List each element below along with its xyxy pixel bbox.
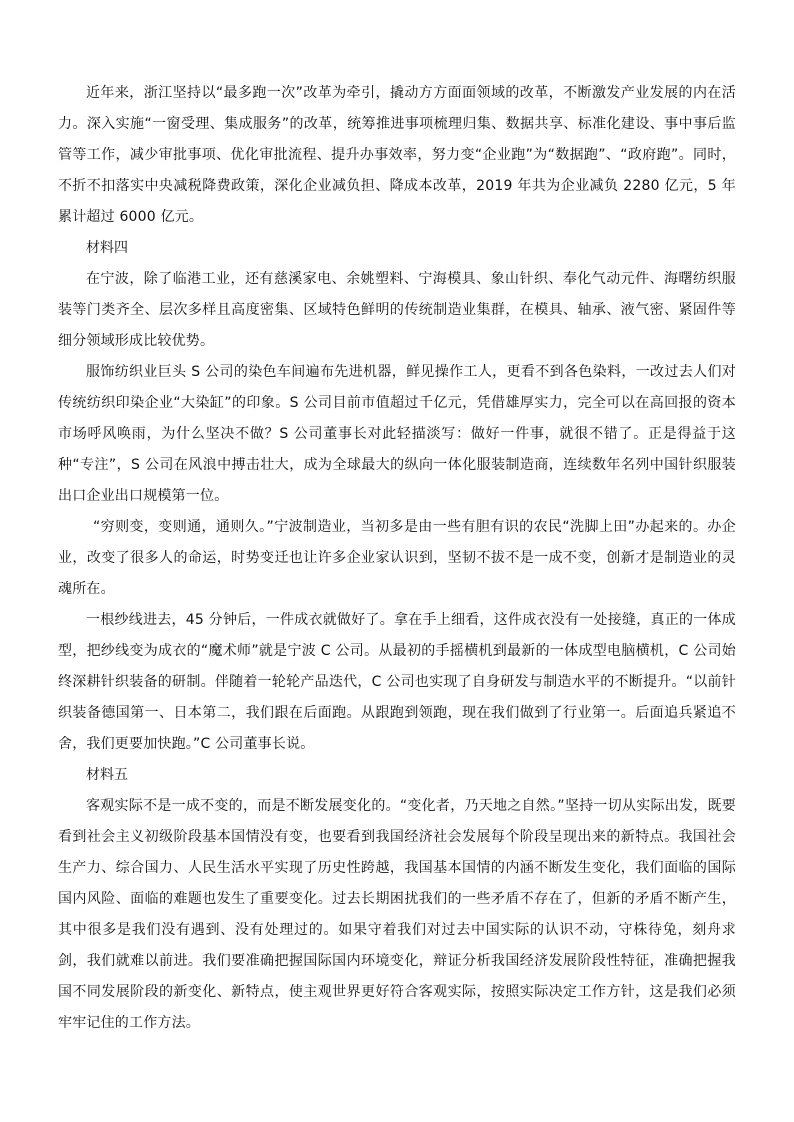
paragraph-c-company: 一根纱线进去，45 分钟后，一件成衣就做好了。拿在手上细看，这件成衣没有一处接缝，真正的一体成型，把纱线变为成衣的“魔术师”就是宁波 C 公司。从最初的手摇横机到最新的一体成型电脑横机，C 公司始终深耕针织装备的研制。伴随着一轮轮产品迭代，C 公司也实现了自身研发与制造水平的不断提升。“以前针织装备德国第一、日本第二，我们跟在后面跑。从跟跑到领跑，现在我们做到了行业第一。后面追兵紧追不舍，我们更要加快跑。”C 公司董事长说。 xyxy=(58,612,736,752)
paragraph-objective-reality: 客观实际不是一成不变的，而是不断发展变化的。“变化者，乃天地之自然。”坚持一切从实际出发，既要看到社会主义初级阶段基本国情没有变，也要看到我国经济社会发展每个阶段呈现出来的新特点。我国社会生产力、综合国力、人民生活水平实现了历史性跨越，我国基本国情的内涵不断发生变化，我们面临的国际国内风险、面临的难题也发生了重要变化。过去长期困扰我们的一些矛盾不存在了，但新的矛盾不断产生，其中很多是我们没有遇到、没有处理过的。如果守着我们对过去中国实际的认识不动，守株待兔，刻舟求剑，我们就难以前进。我们要准确把握国际国内环境变化，辩证分析我国经济发展阶段性特征，准确把握我国不同发展阶段的新变化、新特点，使主观世界更好符合客观实际，按照实际决定工作方针，这是我们必须牢牢记住的工作方法。 xyxy=(58,798,736,1031)
paragraph-ningbo-clusters: 在宁波，除了临港工业，还有慈溪家电、余姚塑料、宁海模具、象山针织、奉化气动元件、海曙纺织服装等门类齐全、层次多样且高度密集、区域特色鲜明的传统制造业集群，在模具、轴承、液气密、紧固件等细分领域形成比较优势。 xyxy=(58,271,736,349)
paragraph-innovation-quote: “穷则变，变则通，通则久。”宁波制造业，当初多是由一些有胆有识的农民“洗脚上田”办起来的。办企业，改变了很多人的命运，时势变迁也让许多企业家认识到，坚韧不拔不是一成不变，创新才是制造业的灵魂所在。 xyxy=(58,519,736,597)
heading-material-five: 材料五 xyxy=(86,767,128,783)
paragraph-zhejiang-reform: 近年来，浙江坚持以“最多跑一次”改革为牵引，撬动方方面面领域的改革，不断激发产业发展的内在活力。深入实施“一窗受理、集成服务”的改革，统筹推进事项梳理归集、数据共享、标准化建设、事中事后监管等工作，减少审批事项、优化审批流程、提升办事效率，努力变“企业跑”为“数据跑”、“政府跑”。同时，不折不扣落实中央减税降费政策，深化企业减负担、降成本改革，2019 年共为企业减负 2280 亿元，5 年累计超过 6000 亿元。 xyxy=(58,85,736,225)
paragraph-s-company: 服饰纺织业巨头 S 公司的染色车间遍布先进机器，鲜见操作工人，更看不到各色染料，一改过去人们对传统纺织印染企业“大染缸”的印象。S 公司目前市值超过千亿元，凭借雄厚实力，完全可以在高回报的资本市场呼风唤雨，为什么坚决不做？S 公司董事长对此轻描淡写：做好一件事，就很不错了。正是得益于这种“专注”，S 公司在风浪中搏击壮大，成为全球最大的纵向一体化服装制造商，连续数年名列中国针织服装出口企业出口规模第一位。 xyxy=(58,364,736,504)
heading-material-four: 材料四 xyxy=(86,240,128,256)
